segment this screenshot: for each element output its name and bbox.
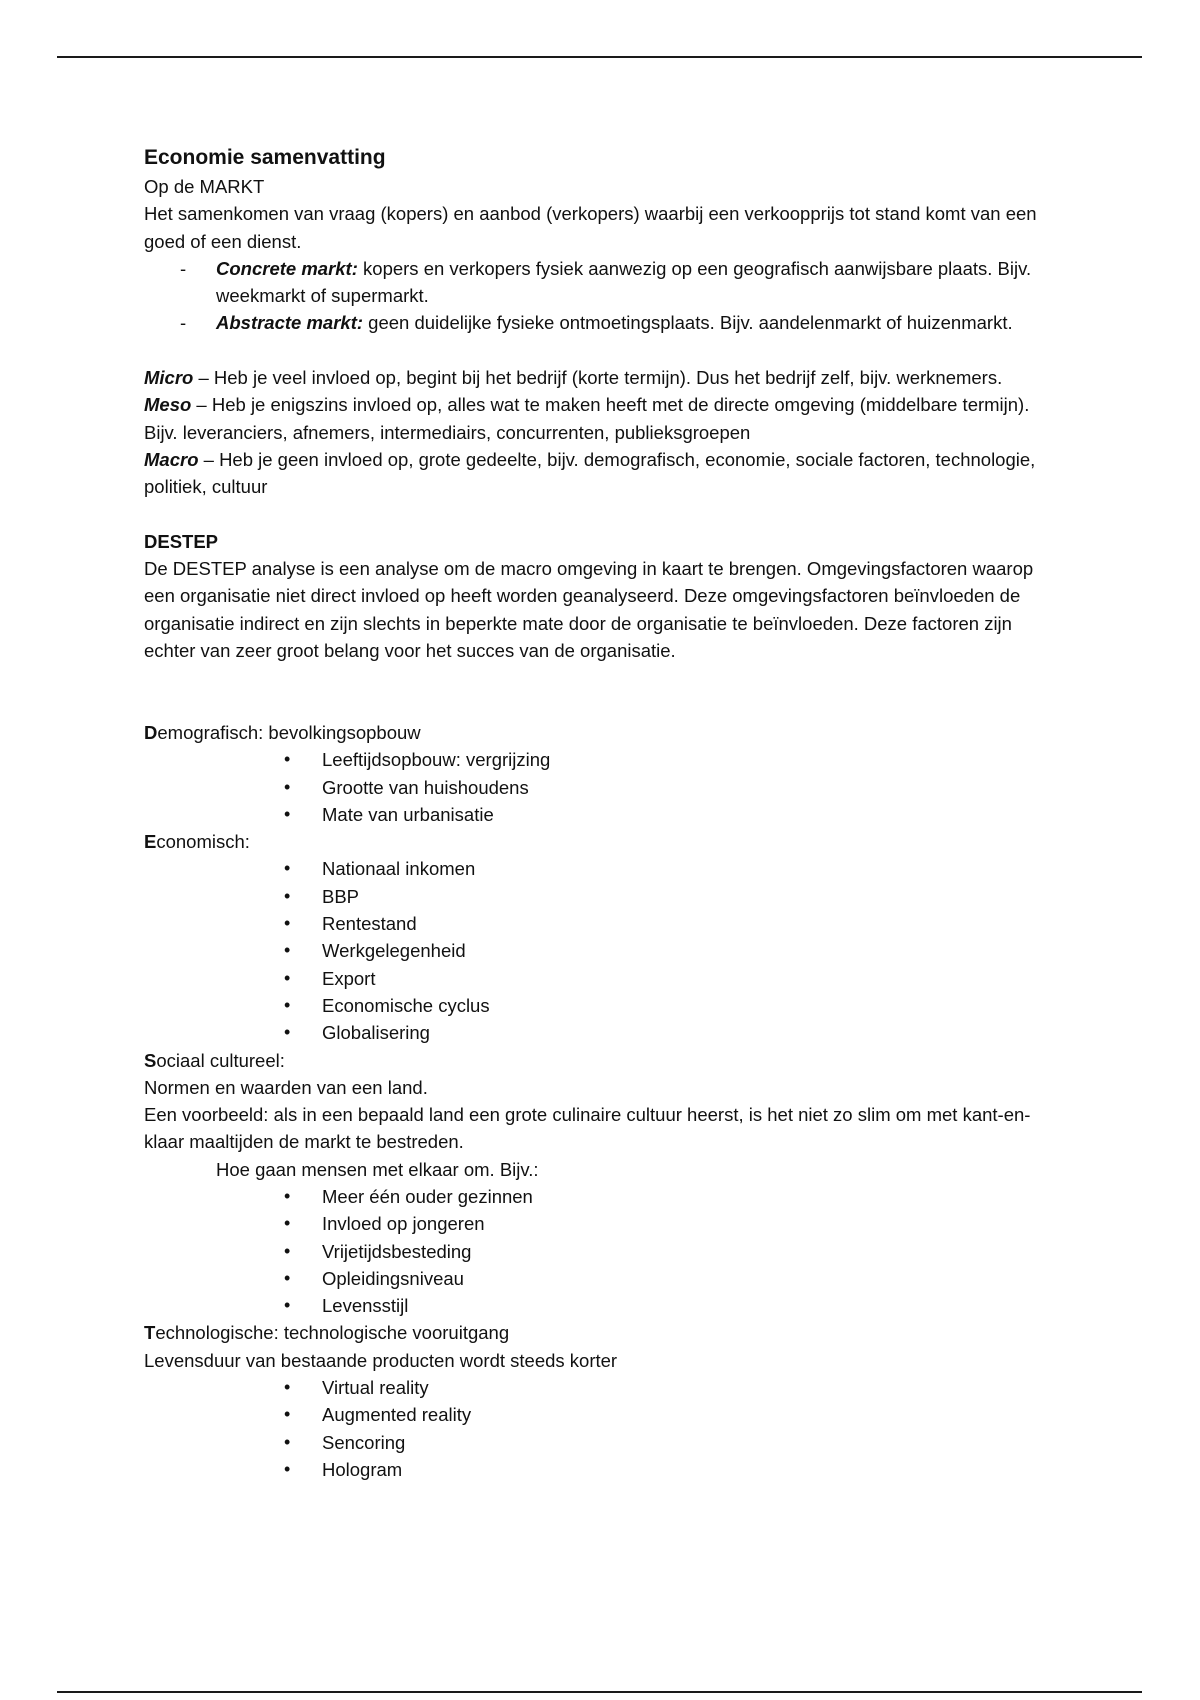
micro-term: Micro [144,367,194,389]
list-item: • Meer één ouder gezinnen [144,1183,1064,1210]
initial-letter: T [144,1322,156,1344]
micro-paragraph [144,364,1064,391]
list-item: • Leeftijdsopbouw: vergrijzing [144,746,1064,773]
demografisch-heading [144,719,1064,746]
list-item: • Sencoring [144,1429,1064,1456]
list-item: • Export [144,965,1064,992]
technologisch-line: Levensduur van bestaande producten wordt steeds korter [144,1349,618,1371]
header-rule [57,56,1142,58]
list-item: • Werkgelegenheid [144,937,1064,964]
micro-text: – Heb je veel invloed op, begint bij het bedrijf (korte termijn). Dus het bedrijf zelf, bijv. werknemers. [193,367,1003,389]
heading-text: ociaal cultureel: [156,1049,285,1071]
markt-heading: Op de MARKT [144,176,265,197]
sociaal-list [144,1183,1064,1319]
list-item: • Invloed op jongeren [144,1210,1064,1237]
term-text: kopers en verkopers fysiek aanwezig op een geografisch aanwijsbare plaats. Bijv. weekmarkt of supermarkt. [216,257,1032,307]
initial-letter: S [144,1049,157,1071]
economisch-list [144,855,1064,1046]
macro-term: Macro [144,448,199,470]
list-item: • Virtual reality [144,1374,1064,1401]
list-item: • Mate van urbanisatie [144,801,1064,828]
heading-text: echnologische: technologische vooruitgang [155,1322,510,1344]
document-page [144,143,1064,1483]
list-item [144,309,1064,336]
footer-rule [57,1691,1142,1693]
markt-types-list [144,255,1064,337]
demografisch-list [144,746,1064,828]
markt-definition: Het samenkomen van vraag (kopers) en aanbod (verkopers) waarbij een verkoopprijs tot stand komt van een goed of een dienst. [144,203,1037,252]
list-item: • Hologram [144,1456,1064,1483]
list-item: • Augmented reality [144,1401,1064,1428]
list-item: • BBP [144,883,1064,910]
term-text: geen duidelijke fysieke ontmoetingsplaats. Bijv. aandelenmarkt of huizenmarkt. [363,312,1013,334]
list-item [144,255,1064,310]
heading-text: conomisch: [156,831,250,853]
list-item: • Opleidingsniveau [144,1265,1064,1292]
sociaal-question: Hoe gaan mensen met elkaar om. Bijv.: [216,1158,539,1180]
macro-paragraph [144,446,1064,501]
list-item: • Grootte van huishoudens [144,774,1064,801]
list-item: • Levensstijl [144,1292,1064,1319]
technologisch-heading [144,1319,1064,1346]
initial-letter: D [144,721,158,743]
list-item: • Rentestand [144,910,1064,937]
sociaal-example: Een voorbeeld: als in een bepaald land een grote culinaire cultuur heerst, is het niet zo slim om met kant-en-klaar maaltijden de markt te bestreden. [144,1104,1031,1153]
meso-paragraph [144,391,1064,446]
list-item: • Nationaal inkomen [144,855,1064,882]
economisch-heading [144,828,1064,855]
sociaal-heading [144,1047,1064,1074]
list-item: • Vrijetijdsbesteding [144,1238,1064,1265]
technologisch-list [144,1374,1064,1483]
term: Abstracte markt: [216,312,364,334]
destep-heading: DESTEP [144,530,219,552]
term: Concrete markt: [216,257,358,279]
heading-text: emografisch: bevolkingsopbouw [157,721,421,743]
list-item: • Economische cyclus [144,992,1064,1019]
sociaal-line: Normen en waarden van een land. [144,1076,428,1098]
list-item: • Globalisering [144,1019,1064,1046]
initial-letter: E [144,831,157,853]
document-title: Economie samenvatting [144,146,386,169]
meso-term: Meso [144,394,192,416]
destep-text: De DESTEP analyse is een analyse om de macro omgeving in kaart te brengen. Omgevingsfactoren waarop een organisatie niet direct invloed op heeft worden geanalyseerd. Deze omgevingsfactoren beïnvloeden de organisatie indirect en zijn slechts in beperkte mate door de organisatie te beïnvloeden. Deze factoren zijn echter van zeer groot belang voor het succes van de organisatie. [144,558,1034,662]
macro-text: – Heb je geen invloed op, grote gedeelte, bijv. demografisch, economie, sociale factoren, technologie, politiek, cultuur [144,448,1036,498]
meso-text: – Heb je enigszins invloed op, alles wat te maken heeft met de directe omgeving (middelbare termijn). Bijv. leveranciers, afnemers, intermediairs, concurrenten, publieksgroepen [144,394,1030,443]
